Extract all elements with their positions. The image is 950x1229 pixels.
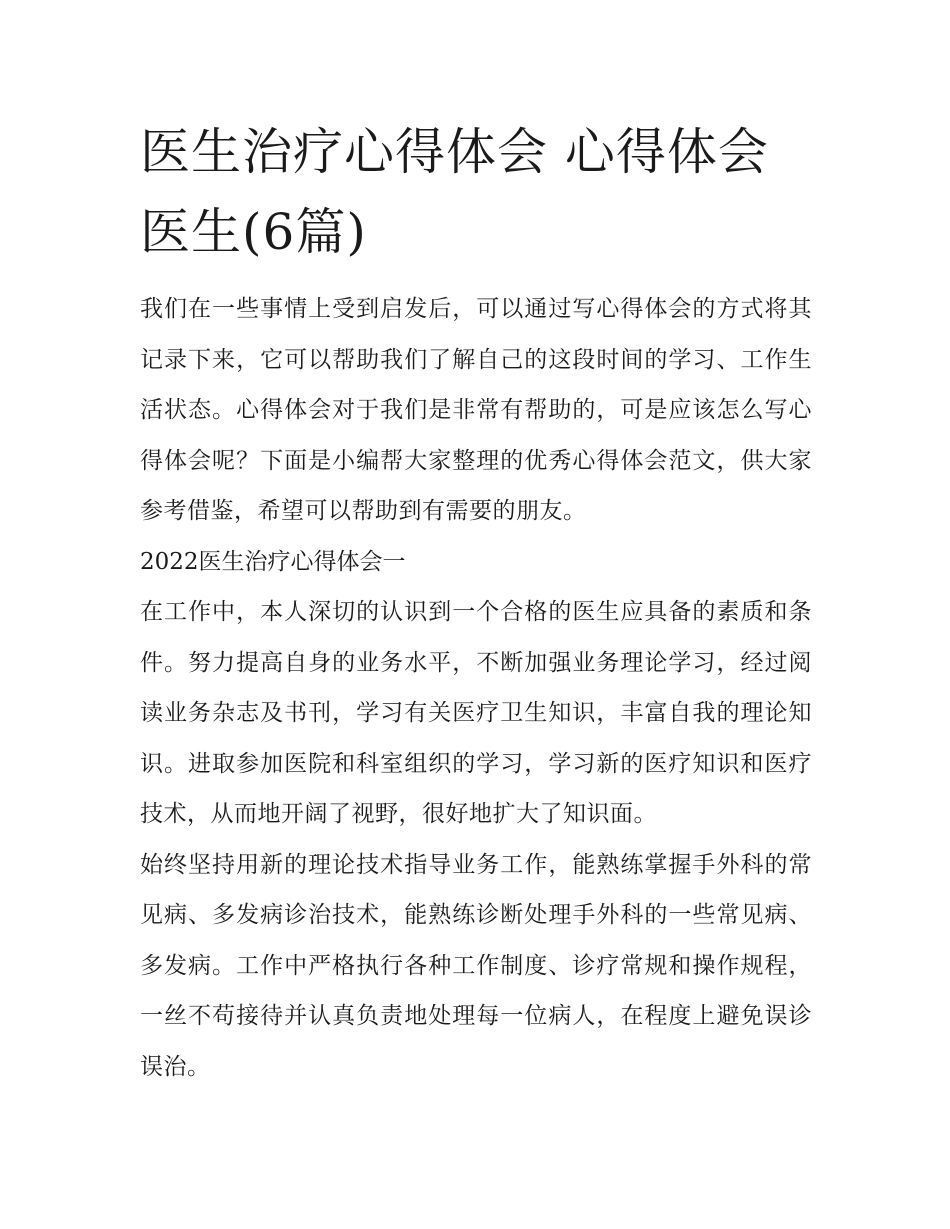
body-paragraph-1: 在工作中，本人深切的认识到一个合格的医生应具备的素质和条件。努力提高自身的业务水平，不断加强业务理论学习，经过阅读业务杂志及书刊，学习有关医疗卫生知识，丰富自我的理论知识。进取参加医院和科室组织的学习，学习新的医疗知识和医疗技术，从而地开阔了视野，很好地扩大了知识面。	[140, 599, 812, 827]
intro-paragraph: 我们在一些事情上受到启发后，可以通过写心得体会的方式将其记录下来，它可以帮助我们了解自己的这段时间的学习、工作生活状态。心得体会对于我们是非常有帮助的，可是应该怎么写心得体会呢？下面是小编帮大家整理的优秀心得体会范文，供大家参考借鉴，希望可以帮助到有需要的朋友。	[140, 296, 812, 524]
body-paragraph-2: 始终坚持用新的理论技术指导业务工作，能熟练掌握手外科的常见病、多发病诊治技术，能熟练诊断处理手外科的一些常见病、多发病。工作中严格执行各种工作制度、诊疗常规和操作规程，一丝不苟接待并认真负责地处理每一位病人，在程度上避免误诊误治。	[140, 851, 812, 1080]
section-heading: 2022医生治疗心得体会一	[140, 548, 406, 575]
document-title: 医生治疗心得体会 心得体会医生(6篇)	[140, 123, 769, 261]
document-page	[140, 112, 812, 1092]
